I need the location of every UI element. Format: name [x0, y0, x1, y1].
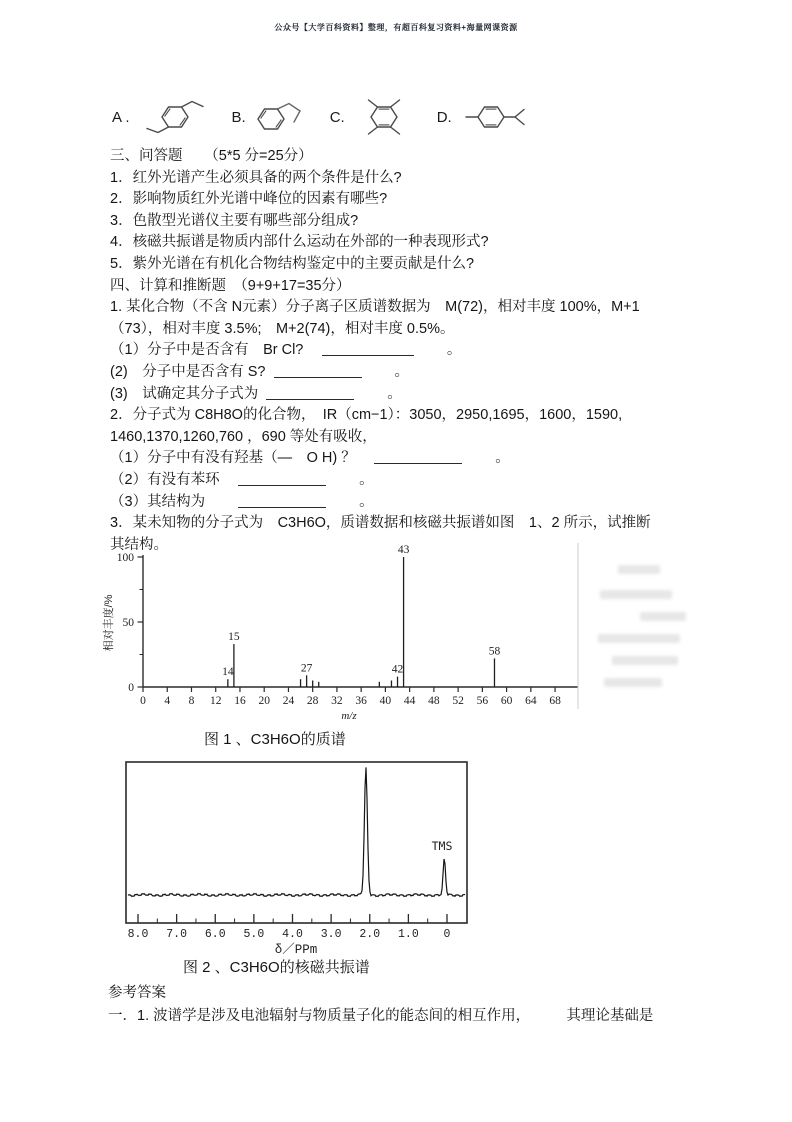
q4-2-line1 — [110, 405, 700, 427]
reference-answers-first-line: 一．1. 波谱学是涉及电池辐射与物质量子化的能态间的相互作用， 其理论基础是 — [108, 1008, 654, 1024]
ms-peak-label: 14 — [222, 666, 234, 679]
x-tick-label: 44 — [403, 695, 416, 707]
nmr-x-tick-label: 3.0 — [320, 928, 342, 941]
q4-1-line2 — [110, 319, 700, 341]
ms-peak-label: 15 — [228, 631, 240, 644]
bleed-artifact — [604, 678, 662, 687]
ms-peak-label: 27 — [300, 662, 313, 675]
y-tick-label: 0 — [128, 682, 134, 694]
text-segment: 1460,1370,1260,760 ，690 等处有吸收， — [110, 428, 377, 445]
x-tick-label: 56 — [476, 695, 489, 707]
q4-3-line1 — [110, 513, 700, 535]
text-segment: 3．色散型光谱仪主要有哪些部分组成? — [110, 212, 359, 229]
bleed-artifact — [598, 634, 680, 643]
mass-spectrum-figure — [96, 541, 596, 726]
text-segment: 2．影响物质红外光谱中峰位的因素有哪些? — [110, 191, 388, 208]
text-segment: （1）分子中有没有羟基（— O H) ？ — [110, 450, 371, 467]
reference-answers-heading: 参考答案 — [108, 985, 166, 1001]
text-segment: 1. 某化合物（不含 N元素）分子离子区质谱数据为 M(72)，相对丰度 100%，M+1 — [110, 299, 640, 316]
bleed-artifact — [640, 612, 686, 621]
option-a-label: A . — [112, 108, 130, 126]
option-a — [112, 95, 218, 139]
x-tick-label: 32 — [331, 695, 343, 707]
q3-2 — [110, 189, 700, 211]
text-segment: （2）有没有苯环 — [110, 471, 235, 488]
text-segment: 。 — [417, 342, 462, 359]
x-tick-label: 16 — [234, 695, 246, 707]
structure-cymene-icon — [454, 95, 536, 139]
x-tick-label: 12 — [209, 695, 222, 707]
text-segment: 三、问答题 （5*5 分=25分） — [110, 148, 313, 164]
bleed-artifact — [618, 565, 660, 574]
nmr-x-tick-label: 6.0 — [204, 928, 226, 941]
nmr-frame — [126, 762, 467, 923]
page-header-watermark: 公众号【大学百科资料】整理，有超百科复习资料+海量网课资源 — [274, 23, 518, 32]
option-b — [232, 95, 320, 139]
q3-1 — [110, 168, 700, 190]
q4-1-blank1 — [110, 340, 700, 362]
text-segment: 5．紫外光谱在有机化合物结构鉴定中的主要贡献是什么? — [110, 255, 475, 272]
tms-label: TMS — [431, 839, 453, 853]
x-tick-label: 8 — [188, 695, 195, 707]
ms-peak-label: 43 — [397, 544, 410, 556]
x-axis-label: m/z — [341, 710, 357, 722]
y-axis-label: 相对丰度/% — [103, 594, 115, 652]
answer-blank — [238, 494, 326, 508]
text-segment: 4．核磁共振谱是物质内部什么运动在外部的一种表现形式? — [110, 234, 489, 251]
text-segment: 四、计算和推断题 （9+9+17=35分） — [110, 277, 351, 294]
q3-5 — [110, 254, 700, 276]
ms-peak-label: 58 — [488, 645, 501, 658]
option-c — [330, 95, 423, 139]
option-b-label: B. — [231, 108, 246, 126]
structure-tetramethylbenzene-icon — [347, 95, 423, 139]
ms-peak-label: 42 — [391, 663, 404, 676]
answer-blank — [266, 386, 354, 400]
nmr-x-tick-label: 7.0 — [166, 928, 187, 941]
text-segment: （73），相对丰度 3.5%; M+2(74)，相对丰度 0.5%。 — [110, 320, 455, 337]
figure2-caption: 图 2 、C3H6O的核磁共振谱 — [183, 959, 370, 976]
answer-blank — [374, 450, 462, 464]
text-segment: （3）其结构为 — [110, 493, 235, 510]
structure-diethylbenzene-icon — [132, 95, 218, 139]
question-text-block — [110, 146, 700, 556]
q3-3 — [110, 211, 700, 233]
text-segment: (3) 试确定其分子式为 — [110, 385, 263, 402]
bleed-artifact — [612, 656, 678, 665]
y-tick-label: 100 — [116, 552, 134, 564]
bleed-artifact — [600, 590, 672, 599]
q4-1-blank3 — [110, 384, 700, 406]
q4-2-blank1 — [110, 448, 700, 470]
q4-1-blank2 — [110, 362, 700, 384]
text-segment: 1．红外光谱产生必须具备的两个条件是什么? — [110, 169, 402, 186]
q4-2-blank2 — [110, 470, 700, 492]
structure-propylbenzene-icon — [248, 95, 320, 139]
x-tick-label: 20 — [258, 695, 270, 707]
answer-blank — [322, 342, 414, 356]
text-segment: 3．某未知物的分子式为 C3H6O，质谱数据和核磁共振谱如图 1、2 所示，试推断 — [110, 515, 651, 532]
x-tick-label: 36 — [355, 695, 367, 707]
nmr-x-tick-label: 4.0 — [282, 928, 303, 941]
text-segment: (2) 分子中是否含有 S? — [110, 363, 270, 380]
option-c-label: C. — [329, 108, 345, 126]
text-segment: 。 — [358, 385, 402, 402]
nmr-trace — [128, 767, 465, 896]
x-tick-label: 68 — [549, 695, 561, 707]
y-tick-label: 50 — [122, 617, 134, 629]
nmr-spectrum-chart — [124, 760, 470, 957]
text-segment: 。 — [365, 363, 410, 380]
nmr-spectrum-figure — [124, 760, 470, 957]
nmr-x-tick-label: 5.0 — [243, 928, 265, 941]
option-d-label: D. — [436, 108, 452, 126]
q4-2-line2 — [110, 427, 700, 449]
nmr-x-tick-label: 2.0 — [359, 928, 381, 941]
x-tick-label: 4 — [164, 695, 171, 707]
nmr-x-axis-label: δ／PPm — [274, 943, 318, 957]
q4-2-blank3 — [110, 492, 700, 514]
x-tick-label: 64 — [525, 695, 537, 707]
text-segment: 其结构。 — [110, 536, 168, 553]
mass-spectrum-chart — [96, 541, 596, 726]
text-segment: 。 — [466, 450, 510, 467]
text-segment: 。 — [330, 493, 374, 510]
answer-blank — [238, 472, 326, 486]
text-segment: 。 — [330, 471, 374, 488]
nmr-x-tick-label: 0 — [443, 928, 451, 941]
q3-4 — [110, 232, 700, 254]
figure1-caption: 图 1 、C3H6O的质谱 — [204, 731, 346, 748]
answer-blank — [274, 364, 362, 378]
q4-1-line1 — [110, 297, 700, 319]
answer-options-row — [112, 94, 672, 140]
x-tick-label: 52 — [452, 695, 464, 707]
option-d — [437, 95, 536, 139]
x-tick-label: 48 — [428, 695, 440, 707]
section4-heading — [110, 276, 700, 298]
x-tick-label: 24 — [282, 695, 295, 707]
x-tick-label: 60 — [500, 695, 513, 707]
text-segment: （1）分子中是否含有 Br Cl? — [110, 342, 318, 359]
x-tick-label: 28 — [306, 695, 319, 707]
text-segment: 2．分子式为 C8H8O的化合物， IR（cm−1）：3050，2950,1695，1600，1590, — [110, 407, 623, 424]
x-tick-label: 0 — [140, 695, 146, 707]
nmr-x-tick-label: 1.0 — [398, 928, 419, 941]
nmr-x-tick-label: 8.0 — [127, 928, 149, 941]
x-tick-label: 40 — [379, 695, 392, 707]
section3-heading — [110, 146, 700, 168]
